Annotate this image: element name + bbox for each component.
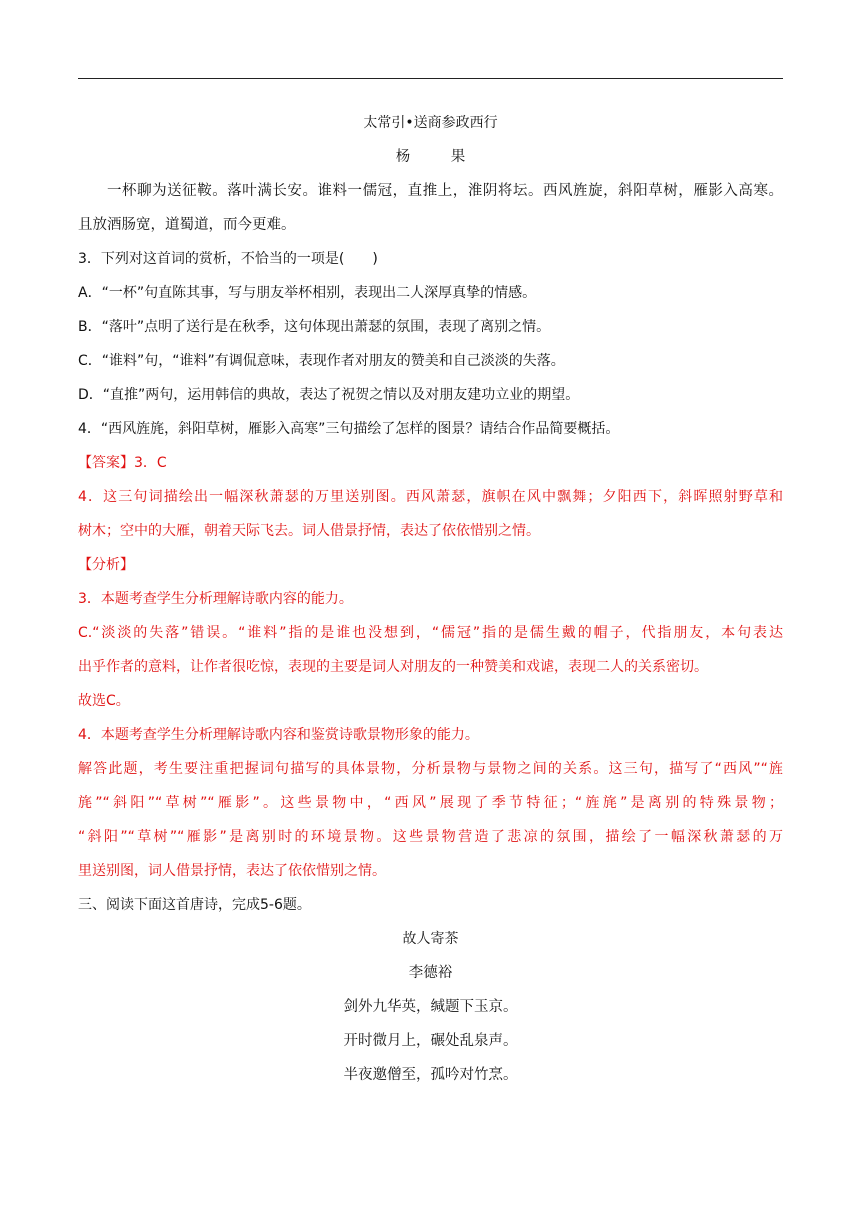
answer-heading: 【答案】3．C [78, 455, 167, 471]
option-a: A．“一杯”句直陈其事，写与朋友举杯相别，表现出二人深厚真挚的情感。 [78, 285, 537, 301]
header-rule [78, 78, 783, 79]
poem2-author: 李德裕 [408, 965, 453, 981]
analysis-3-intro: 3．本题考查学生分析理解诗歌内容的能力。 [78, 591, 353, 607]
poem2-line2: 开时微月上，碾处乱泉声。 [343, 1033, 518, 1049]
poem2-line1: 剑外九华英，缄题下玉京。 [343, 999, 518, 1015]
analysis-4-intro: 4．本题考查学生分析理解诗歌内容和鉴赏诗歌景物形象的能力。 [78, 727, 479, 743]
analysis-heading: 【分析】 [78, 557, 134, 573]
answer-4-line2: 树木；空中的大雁，朝着天际飞去。词人借景抒情，表达了依依惜别之情。 [78, 523, 540, 539]
poem1-text-line1: 一杯聊为送征鞍。落叶满长安。谁料一儒冠，直推上，淮阴将坛。西风旌旋，斜阳草树，雁影入高寒。 [107, 183, 783, 199]
option-b: B．“落叶”点明了送行是在秋季，这句体现出萧瑟的氛围，表现了离别之情。 [78, 319, 551, 335]
page-content [78, 106, 783, 1092]
question-3: 3．下列对这首词的赏析，不恰当的一项是( ) [78, 251, 378, 267]
analysis-4-line1: 解答此题，考生要注重把握词句描写的具体景物，分析景物与景物之间的关系。这三句，描写了“西风”“旌 [78, 761, 783, 777]
analysis-3-line2: 出乎作者的意料，让作者很吃惊，表现的主要是词人对朋友的一种赞美和戏谑，表现二人的关系密切。 [78, 659, 708, 675]
option-c: C．“谁料”句，“谁料”有调侃意味，表现作者对朋友的赞美和自己淡淡的失落。 [78, 353, 565, 369]
analysis-4-line2: 旄”“斜阳”“草树”“雁影”。这些景物中，“西风”展现了季节特征；“旌旄”是离别的特殊景物； [78, 795, 783, 811]
poem1-text-line2: 且放酒肠宽，道蜀道，而今更难。 [78, 217, 296, 233]
analysis-4-line4: 里送别图，词人借景抒情，表达了依依惜别之情。 [78, 863, 386, 879]
analysis-3-line1: C.“淡淡的失落”错误。“谁料”指的是谁也没想到，“儒冠”指的是儒生戴的帽子，代指朋友，本句表达 [78, 625, 783, 641]
question-4: 4．“西风旌旄，斜阳草树，雁影入高寒”三句描绘了怎样的图景？请结合作品简要概括。 [78, 421, 620, 437]
section-3-heading: 三、阅读下面这首唐诗，完成5-6题。 [78, 897, 311, 913]
poem2-title: 故人寄茶 [402, 931, 459, 947]
answer-4-line1: 4．这三句词描绘出一幅深秋萧瑟的万里送别图。西风萧瑟，旗帜在风中飘舞；夕阳西下，斜晖照射野草和 [78, 489, 783, 505]
poem1-author: 杨 果 [395, 149, 484, 165]
option-d: D．“直推”两句，运用韩信的典故，表达了祝贺之情以及对朋友建功立业的期望。 [78, 387, 580, 403]
poem1-title: 太常引•送商参政西行 [363, 115, 498, 131]
poem2-line3: 半夜邀僧至，孤吟对竹烹。 [343, 1067, 518, 1083]
analysis-3-choice: 故选C。 [78, 693, 130, 709]
analysis-4-line3: “斜阳”“草树”“雁影”是离别时的环境景物。这些景物营造了悲凉的氛围，描绘了一幅深秋萧瑟的万 [78, 829, 783, 845]
